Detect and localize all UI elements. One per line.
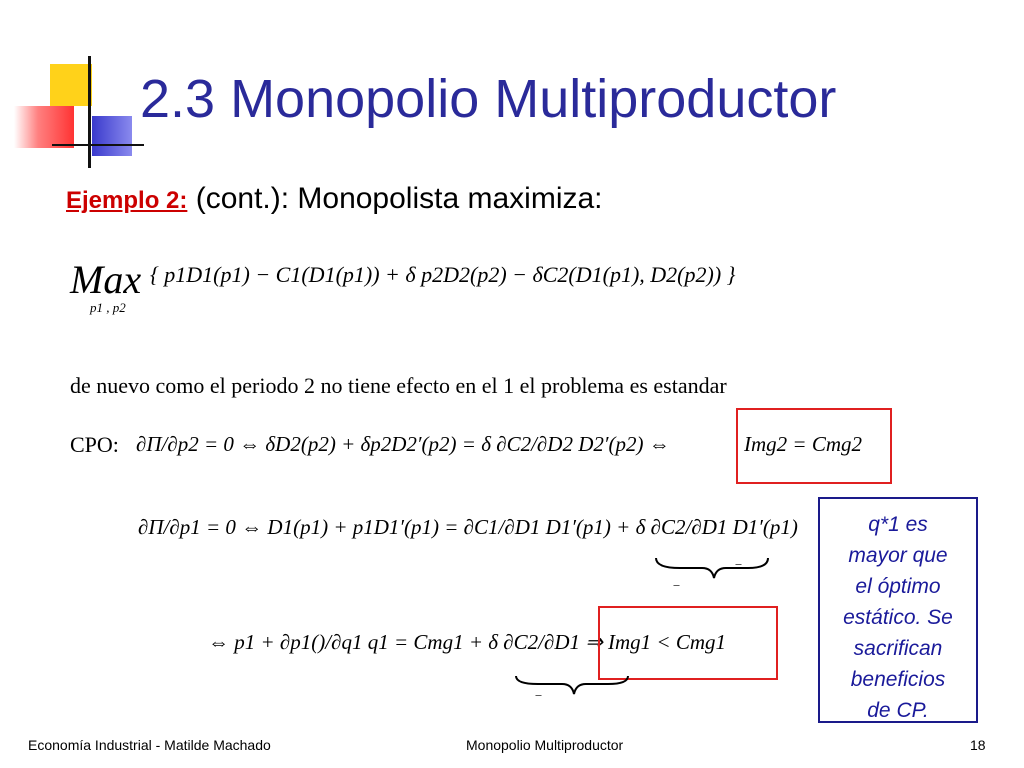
page-title: 2.3 Monopolio Multiproductor [140, 69, 837, 129]
note-line: q*1 es [868, 513, 928, 536]
example-label: Ejemplo 2: [66, 187, 188, 214]
max-subscript: p1 , p2 [90, 300, 126, 315]
boxed-p2-text: Img2 = Cmg2 [744, 432, 863, 456]
note-line: el óptimo [855, 575, 941, 598]
footer-page-number: 18 [970, 737, 986, 753]
boxed-p1-text: Img1 < Cmg1 [608, 630, 727, 654]
note-line: mayor que [848, 544, 948, 567]
underbrace-d1prime [652, 552, 772, 582]
deco-blue-square [92, 116, 132, 156]
slide-decoration [14, 64, 144, 174]
cpo-label: CPO: [70, 432, 119, 457]
deco-vertical-line [88, 56, 91, 168]
note-line: beneficios [850, 668, 946, 691]
cpo-p1-equation: ∂Π/∂p1 = 0 ⇔ D1(p1) + p1D1′(p1) = ∂C1/∂D1 D1′(p1) + δ ∂C2/∂D1 D1′(p1) [138, 515, 798, 539]
footer-course: Economía Industrial - Matilde Machado [28, 737, 271, 753]
underbrace-sign: − [734, 557, 743, 572]
lower-brace-sign-1: − [672, 578, 681, 593]
footer-topic: Monopolio Multiproductor [466, 737, 624, 753]
example-heading [66, 182, 603, 216]
note-box [818, 497, 978, 723]
note-line: sacrifican [853, 637, 943, 660]
max-operator: Max [70, 257, 142, 302]
note-line: estático. Se [843, 606, 953, 629]
objective-function: { p1D1(p1) − C1(D1(p1)) + δ p2D2(p2) − δC2(D1(p1), D2(p2)) } [150, 262, 736, 287]
deco-red-square [14, 106, 74, 148]
example-text: (cont.): Monopolista maximiza: [195, 182, 603, 215]
underbrace-dc2 [512, 672, 632, 698]
deco-yellow-square [50, 64, 92, 106]
deco-horizontal-line [52, 144, 144, 146]
intro-sentence: de nuevo como el periodo 2 no tiene efecto en el 1 el problema es estandar [70, 373, 727, 398]
note-line: de CP. [867, 699, 929, 722]
cpo-p2-equation: ∂Π/∂p2 = 0 ⇔ δD2(p2) + δp2D2′(p2) = δ ∂C2/∂D2 D2′(p2) ⇔ [136, 432, 670, 456]
final-equation: ⇔ p1 + ∂p1()/∂q1 q1 = Cmg1 + δ ∂C2/∂D1 ⇒ [208, 630, 603, 654]
lower-brace-sign-2: − [534, 688, 543, 703]
